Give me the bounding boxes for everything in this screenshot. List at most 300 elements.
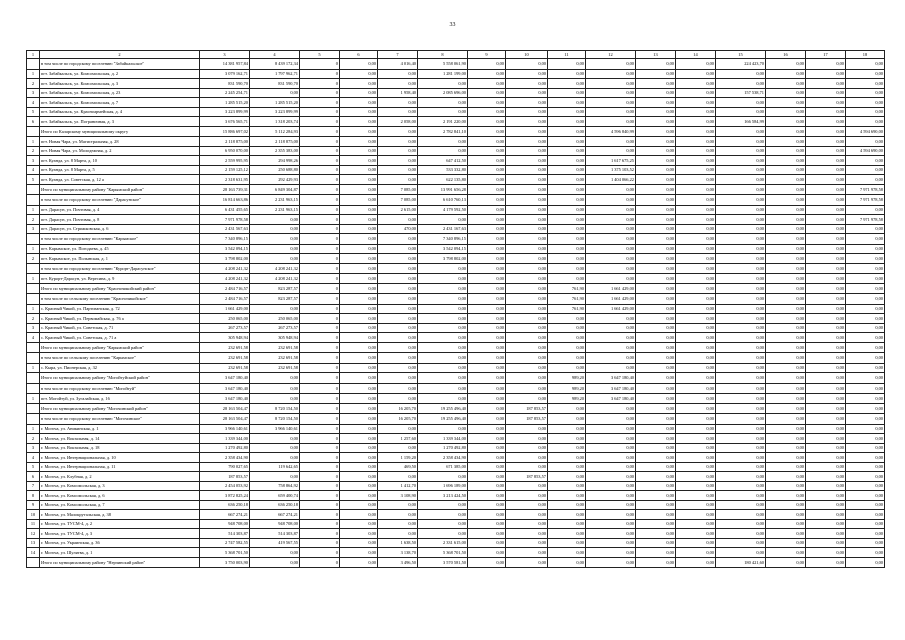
address-cell: г. Могоча, ул. Интернациональная, д. 10 <box>40 453 200 463</box>
value-cell: 0,00 <box>548 434 586 444</box>
value-cell: 0,00 <box>806 548 846 558</box>
value-cell: 0,00 <box>846 333 885 343</box>
value-cell: 0,00 <box>548 205 586 215</box>
value-cell: 761,90 <box>548 304 586 314</box>
value-cell: 0,00 <box>250 548 300 558</box>
value-cell: 28 163 504,47 <box>200 403 250 414</box>
value-cell: 0,00 <box>468 195 506 206</box>
value-cell: 0,00 <box>806 363 846 373</box>
value-cell: 0,00 <box>418 283 468 294</box>
value-cell: 0,00 <box>378 472 418 482</box>
value-cell: 0,00 <box>506 333 548 343</box>
value-cell: 0,00 <box>250 304 300 314</box>
value-cell: 0,00 <box>418 274 468 284</box>
value-cell: 0,00 <box>340 529 378 539</box>
value-cell: 0 <box>300 323 340 333</box>
value-cell: 8 720 154,50 <box>250 414 300 425</box>
value-cell: 267 273,57 <box>250 323 300 333</box>
row-number: 11 <box>27 519 40 529</box>
value-cell: 0,00 <box>636 304 676 314</box>
value-cell: 0 <box>300 353 340 364</box>
address-cell: в том числе по городскому поселению "Могочинское" <box>40 414 200 425</box>
value-cell: 0,00 <box>468 274 506 284</box>
value-cell: 0,00 <box>846 510 885 520</box>
value-cell: 0,00 <box>586 481 636 491</box>
address-cell: г. Могоча, ул. Комсомольская, д. 7 <box>40 500 200 510</box>
value-cell: 0,00 <box>586 491 636 501</box>
value-cell: 0,00 <box>766 403 806 414</box>
value-cell: 0,00 <box>716 481 766 491</box>
value-cell: 0,00 <box>716 548 766 558</box>
row-number: 3 <box>27 224 40 234</box>
value-cell: 0,00 <box>506 156 548 166</box>
value-cell: 294 998,26 <box>250 156 300 166</box>
value-cell: 0,00 <box>846 453 885 463</box>
value-cell: 0,00 <box>766 283 806 294</box>
table-row <box>27 69 885 79</box>
value-cell: 0,00 <box>418 342 468 353</box>
value-cell: 0,00 <box>378 519 418 529</box>
value-cell: 0,00 <box>676 333 716 343</box>
address-cell: г. Могоча, ул. Вокзальная, д. 14 <box>40 434 200 444</box>
table-row <box>27 394 885 404</box>
value-cell: 3 647 180,40 <box>200 394 250 404</box>
value-cell: 4 179 592,50 <box>418 205 468 215</box>
value-cell: 0,00 <box>766 254 806 264</box>
value-cell: 831 590,70 <box>250 79 300 89</box>
value-cell: 3 223 899,99 <box>250 107 300 117</box>
value-cell: 0,00 <box>468 304 506 314</box>
value-cell: 2 085 696,00 <box>418 88 468 98</box>
value-cell: 0,00 <box>716 424 766 434</box>
value-cell: 19 255 496,40 <box>418 403 468 414</box>
value-cell: 0,00 <box>468 137 506 147</box>
value-cell: 0 <box>300 342 340 353</box>
value-cell: 0,00 <box>468 394 506 404</box>
row-number: 8 <box>27 491 40 501</box>
address-cell: пгт. Дарасун, ул. Почтовая, д. 8 <box>40 215 200 225</box>
address-cell: пгт. Новая Чара, ул. Молодежная, д. 2 <box>40 146 200 156</box>
value-cell: 0,00 <box>548 224 586 234</box>
value-cell: 0 <box>300 274 340 284</box>
value-cell: 0,00 <box>468 314 506 324</box>
subtotal-row <box>27 195 885 206</box>
value-cell: 0 <box>300 414 340 425</box>
value-cell: 0,00 <box>636 333 676 343</box>
value-cell: 0,00 <box>766 314 806 324</box>
value-cell: 7 085,00 <box>378 184 418 195</box>
value-cell: 0,00 <box>250 244 300 254</box>
value-cell: 6 610 760,13 <box>418 195 468 206</box>
address-cell: пгт. Куанда, ул. 8 Марта, д. 5 <box>40 165 200 175</box>
table-row <box>27 137 885 147</box>
value-cell: 0,00 <box>586 323 636 333</box>
value-cell: 0,00 <box>676 244 716 254</box>
value-cell: 3 647 180,40 <box>586 373 636 384</box>
value-cell: 0,00 <box>378 156 418 166</box>
value-cell: 0,00 <box>716 529 766 539</box>
table-row <box>27 274 885 284</box>
value-cell: 0,00 <box>586 548 636 558</box>
value-cell: 0,00 <box>586 538 636 548</box>
value-cell: 0 <box>300 557 340 568</box>
value-cell: 1 696 189,00 <box>418 481 468 491</box>
value-cell: 187 853,57 <box>506 472 548 482</box>
value-cell: 0,00 <box>806 424 846 434</box>
value-cell: 0,00 <box>846 98 885 108</box>
value-cell: 761,90 <box>548 294 586 305</box>
value-cell: 0,00 <box>716 146 766 156</box>
value-cell: 0,00 <box>468 215 506 225</box>
value-cell: 0,00 <box>676 462 716 472</box>
value-cell: 0,00 <box>676 394 716 404</box>
value-cell: 3 676 565,71 <box>200 117 250 127</box>
value-cell: 0,00 <box>378 274 418 284</box>
value-cell: 0,00 <box>548 363 586 373</box>
value-cell: 0,00 <box>418 294 468 305</box>
value-cell: 0,00 <box>676 500 716 510</box>
value-cell: 0,00 <box>378 244 418 254</box>
value-cell: 180 421,60 <box>716 557 766 568</box>
value-cell: 0 <box>300 373 340 384</box>
value-cell: 0,00 <box>676 234 716 245</box>
value-cell: 0,00 <box>468 424 506 434</box>
value-cell: 0,00 <box>506 323 548 333</box>
value-cell: 15 886 697,02 <box>200 126 250 137</box>
value-cell: 0,00 <box>418 333 468 343</box>
value-cell: 0,00 <box>250 434 300 444</box>
value-cell: 0,00 <box>250 254 300 264</box>
value-cell: 0,00 <box>418 510 468 520</box>
value-cell: 0,00 <box>676 481 716 491</box>
address-cell: г. Могоча, ул. Украинская, д. 36 <box>40 538 200 548</box>
value-cell: 0,00 <box>506 175 548 185</box>
value-cell: 0,00 <box>468 383 506 394</box>
value-cell: 0,00 <box>506 98 548 108</box>
value-cell: 0,00 <box>468 107 506 117</box>
value-cell: 0,00 <box>506 224 548 234</box>
column-number: 9 <box>468 51 506 59</box>
subtotal-row <box>27 353 885 364</box>
value-cell: 0,00 <box>506 195 548 206</box>
value-cell: 0,00 <box>766 363 806 373</box>
value-cell: 0,00 <box>676 414 716 425</box>
value-cell: 0,00 <box>676 117 716 127</box>
value-cell: 0,00 <box>636 443 676 453</box>
value-cell: 0,00 <box>806 126 846 137</box>
value-cell: 0,00 <box>548 481 586 491</box>
value-cell: 0,00 <box>340 472 378 482</box>
value-cell: 948 708,00 <box>250 519 300 529</box>
value-cell: 0,00 <box>506 304 548 314</box>
value-cell: 0,00 <box>766 434 806 444</box>
value-cell: 0,00 <box>806 175 846 185</box>
value-cell: 0,00 <box>676 510 716 520</box>
value-cell: 0,00 <box>716 274 766 284</box>
value-cell: 0,00 <box>846 294 885 305</box>
value-cell: 3 966 140,61 <box>200 424 250 434</box>
value-cell: 0,00 <box>636 184 676 195</box>
value-cell: 0,00 <box>548 79 586 89</box>
value-cell: 0,00 <box>378 500 418 510</box>
row-number: 4 <box>27 98 40 108</box>
value-cell: 761,90 <box>548 283 586 294</box>
value-cell: 0,00 <box>586 137 636 147</box>
value-cell: 0,00 <box>766 548 806 558</box>
value-cell: 0,00 <box>340 244 378 254</box>
row-number: 9 <box>27 500 40 510</box>
value-cell: 3 647 180,40 <box>586 383 636 394</box>
value-cell: 0,00 <box>766 165 806 175</box>
value-cell: 0,00 <box>846 443 885 453</box>
value-cell: 0,00 <box>468 414 506 425</box>
value-cell: 0,00 <box>586 107 636 117</box>
value-cell: 0,00 <box>716 314 766 324</box>
value-cell: 0,00 <box>468 254 506 264</box>
value-cell: 0,00 <box>676 146 716 156</box>
value-cell: 0,00 <box>846 117 885 127</box>
value-cell: 0,00 <box>676 323 716 333</box>
value-cell: 0,00 <box>378 79 418 89</box>
value-cell: 0,00 <box>468 434 506 444</box>
value-cell: 0,00 <box>506 146 548 156</box>
value-cell: 0,00 <box>548 88 586 98</box>
value-cell: 0,00 <box>846 156 885 166</box>
address-cell: Итого по муниципальному району "Карымский район" <box>40 184 200 195</box>
subtotal-row <box>27 294 885 305</box>
row-number: 3 <box>27 156 40 166</box>
value-cell: 0,00 <box>766 323 806 333</box>
table-row <box>27 146 885 156</box>
value-cell: 0,00 <box>548 165 586 175</box>
value-cell: 0,00 <box>676 184 716 195</box>
value-cell: 0,00 <box>548 98 586 108</box>
value-cell: 0,00 <box>506 107 548 117</box>
value-cell: 7 971 978,58 <box>200 215 250 225</box>
row-number: 4 <box>27 453 40 463</box>
value-cell: 0,00 <box>766 98 806 108</box>
value-cell: 2 782 841,10 <box>418 126 468 137</box>
value-cell: 0,00 <box>468 126 506 137</box>
value-cell: 0,00 <box>586 215 636 225</box>
value-cell: 0,00 <box>846 538 885 548</box>
value-cell: 2 431 567,63 <box>200 224 250 234</box>
value-cell: 0 <box>300 383 340 394</box>
value-cell: 0,00 <box>250 234 300 245</box>
value-cell: 2 484 716,57 <box>200 294 250 305</box>
value-cell: 3 750 003,90 <box>200 557 250 568</box>
value-cell: 0,00 <box>806 373 846 384</box>
value-cell: 0,00 <box>636 137 676 147</box>
address-cell: пгт. Курорт-Дарасун, ул. Вересина, д. 9 <box>40 274 200 284</box>
value-cell: 0,00 <box>806 283 846 294</box>
value-cell: 187 853,57 <box>506 414 548 425</box>
address-cell: с. Красный Чикой, ул. Партизанская, д. 72 <box>40 304 200 314</box>
address-cell: в том числе по городскому поселению "Дарасунское" <box>40 195 200 206</box>
value-cell: 0,00 <box>766 294 806 305</box>
value-cell: 0,00 <box>506 274 548 284</box>
value-cell: 0,00 <box>250 215 300 225</box>
value-cell: 0,00 <box>468 165 506 175</box>
value-cell: 0,00 <box>636 529 676 539</box>
value-cell: 0,00 <box>806 69 846 79</box>
address-cell: в том числе по городскому поселению "Забайкальское" <box>40 59 200 70</box>
address-cell: с. Красный Чикой, ул. Советская, д. 71 а <box>40 333 200 343</box>
value-cell: 0,00 <box>250 472 300 482</box>
value-cell: 0 <box>300 107 340 117</box>
value-cell: 0,00 <box>586 462 636 472</box>
value-cell: 0,00 <box>636 434 676 444</box>
value-cell: 0,00 <box>586 184 636 195</box>
table-row <box>27 254 885 264</box>
value-cell: 0,00 <box>676 88 716 98</box>
table-row <box>27 244 885 254</box>
value-cell: 0,00 <box>676 79 716 89</box>
value-cell: 0,00 <box>766 274 806 284</box>
page-number: 33 <box>449 22 456 28</box>
value-cell: 0,00 <box>468 333 506 343</box>
value-cell: 0,00 <box>586 98 636 108</box>
table-row <box>27 510 885 520</box>
value-cell: 0,00 <box>506 69 548 79</box>
value-cell: 0,00 <box>636 146 676 156</box>
value-cell: 0 <box>300 462 340 472</box>
address-cell: пгт. Забайкальск, ул. Пограничная, д. 3 <box>40 117 200 127</box>
value-cell: 0,00 <box>716 304 766 314</box>
value-cell: 0,00 <box>636 394 676 404</box>
value-cell: 0,00 <box>676 304 716 314</box>
value-cell: 0,00 <box>846 403 885 414</box>
value-cell: 514 303,87 <box>200 529 250 539</box>
value-cell: 0,00 <box>716 538 766 548</box>
value-cell: 0,00 <box>716 69 766 79</box>
value-cell: 0,00 <box>506 500 548 510</box>
value-cell: 1 661 429,00 <box>586 294 636 305</box>
address-cell: г. Могоча, ул. Малокрутальская, д. 38 <box>40 510 200 520</box>
value-cell: 0 <box>300 424 340 434</box>
value-cell: 0,00 <box>586 224 636 234</box>
value-cell: 0 <box>300 510 340 520</box>
value-cell: 1 285 515,20 <box>250 98 300 108</box>
repair-program-table <box>26 50 885 568</box>
value-cell: 0,00 <box>378 254 418 264</box>
value-cell: 0,00 <box>506 353 548 364</box>
address-cell: пгт. Дарасун, ул. Почтовая, д. 4 <box>40 205 200 215</box>
value-cell: 1 797 962,71 <box>250 69 300 79</box>
value-cell: 0,00 <box>340 126 378 137</box>
value-cell: 0 <box>300 126 340 137</box>
value-cell: 5 368 701,50 <box>418 548 468 558</box>
value-cell: 0,00 <box>468 462 506 472</box>
row-number: 13 <box>27 538 40 548</box>
value-cell: 0,00 <box>636 156 676 166</box>
value-cell: 0,00 <box>766 156 806 166</box>
value-cell: 0,00 <box>378 98 418 108</box>
value-cell: 0,00 <box>636 510 676 520</box>
value-cell: 0,00 <box>506 453 548 463</box>
row-number <box>27 403 40 414</box>
value-cell: 0,00 <box>340 146 378 156</box>
value-cell: 2 484 716,57 <box>200 283 250 294</box>
value-cell: 0 <box>300 156 340 166</box>
column-number: 6 <box>340 51 378 59</box>
value-cell: 0,00 <box>340 500 378 510</box>
table-row <box>27 156 885 166</box>
subtotal-row <box>27 126 885 137</box>
value-cell: 0,00 <box>468 519 506 529</box>
value-cell: 0,00 <box>340 59 378 70</box>
value-cell: 0,00 <box>468 373 506 384</box>
value-cell: 0,00 <box>806 462 846 472</box>
value-cell: 0,00 <box>548 491 586 501</box>
value-cell: 8 720 154,50 <box>250 403 300 414</box>
value-cell: 0,00 <box>846 59 885 70</box>
value-cell: 0,00 <box>846 137 885 147</box>
value-cell: 0,00 <box>340 342 378 353</box>
value-cell: 0 <box>300 394 340 404</box>
row-number: 5 <box>27 462 40 472</box>
value-cell: 0,00 <box>676 175 716 185</box>
value-cell: 0,00 <box>586 333 636 343</box>
value-cell: 0,00 <box>340 383 378 394</box>
value-cell: 0,00 <box>716 491 766 501</box>
value-cell: 0,00 <box>506 244 548 254</box>
value-cell: 0,00 <box>506 283 548 294</box>
value-cell: 0,00 <box>846 519 885 529</box>
value-cell: 0,00 <box>506 263 548 274</box>
table-row <box>27 79 885 89</box>
value-cell: 4 208 241,32 <box>250 274 300 284</box>
value-cell: 0,00 <box>636 244 676 254</box>
value-cell: 0,00 <box>378 234 418 245</box>
value-cell: 1 638,50 <box>378 538 418 548</box>
value-cell: 0,00 <box>548 59 586 70</box>
value-cell: 0,00 <box>340 373 378 384</box>
value-cell: 0,00 <box>378 137 418 147</box>
value-cell: 0,00 <box>340 254 378 264</box>
value-cell: 0,00 <box>676 363 716 373</box>
value-cell: 2 358 434,90 <box>200 453 250 463</box>
value-cell: 0,00 <box>378 314 418 324</box>
value-cell: 0,00 <box>250 557 300 568</box>
value-cell: 14 381 957,84 <box>200 59 250 70</box>
row-number <box>27 342 40 353</box>
value-cell: 3 496,50 <box>378 557 418 568</box>
value-cell: 0,00 <box>766 79 806 89</box>
value-cell: 0,00 <box>506 557 548 568</box>
value-cell: 0,00 <box>716 215 766 225</box>
value-cell: 0,00 <box>766 184 806 195</box>
table-row <box>27 215 885 225</box>
value-cell: 0,00 <box>716 294 766 305</box>
table-row <box>27 224 885 234</box>
row-number: 4 <box>27 165 40 175</box>
value-cell: 0,00 <box>846 548 885 558</box>
value-cell: 0,00 <box>846 424 885 434</box>
value-cell: 0,00 <box>506 373 548 384</box>
value-cell: 3 647 180,40 <box>586 394 636 404</box>
row-number: 3 <box>27 88 40 98</box>
value-cell: 0,00 <box>468 156 506 166</box>
value-cell: 1 958,40 <box>378 88 418 98</box>
value-cell: 0,00 <box>806 274 846 284</box>
column-number: 5 <box>300 51 340 59</box>
value-cell: 0,00 <box>506 294 548 305</box>
table-row <box>27 434 885 444</box>
value-cell: 0,00 <box>586 117 636 127</box>
column-number: 10 <box>506 51 548 59</box>
value-cell: 0,00 <box>250 443 300 453</box>
